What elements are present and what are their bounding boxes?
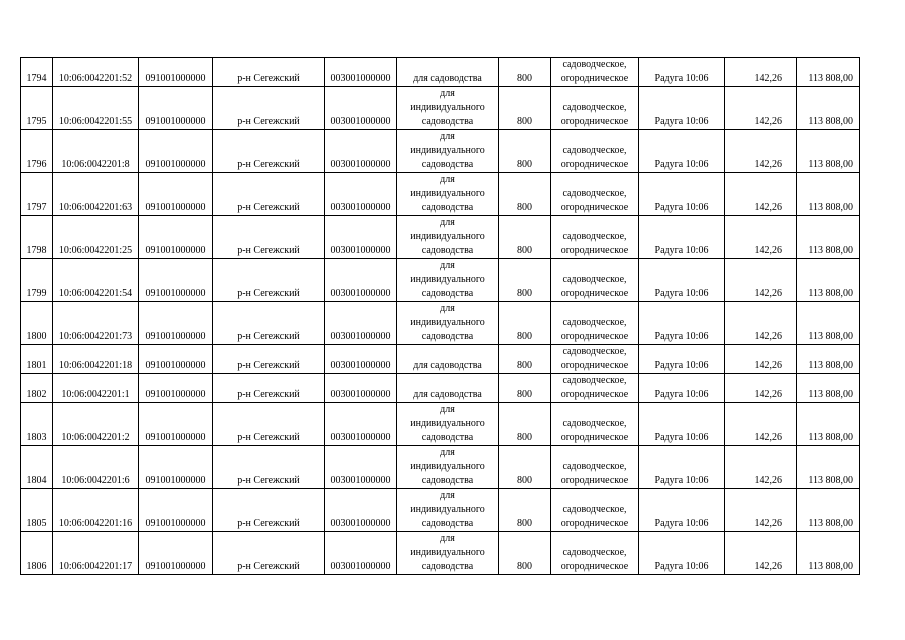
cell-category xyxy=(551,374,639,403)
cell-area-sqm: 800 xyxy=(499,374,551,403)
cell-specific-value: 142,26 xyxy=(725,302,797,345)
cell-category xyxy=(551,259,639,302)
cell-specific-value: 142,26 xyxy=(725,446,797,489)
cell-permitted-use-line: для садоводства xyxy=(413,389,482,400)
cell-district: р-н Сегежский xyxy=(213,173,325,216)
cell-code: 003001000000 xyxy=(325,374,397,403)
cell-code: 003001000000 xyxy=(325,403,397,446)
cell-category-line: огородническое xyxy=(560,331,629,342)
cell-okato-code: 091001000000 xyxy=(139,58,213,87)
cell-category-line: садоводческое, xyxy=(562,317,627,328)
cell-permitted-use-line: для xyxy=(440,174,455,185)
cell-area-sqm: 800 xyxy=(499,446,551,489)
cell-permitted-use-line: для садоводства xyxy=(413,360,482,371)
cell-district: р-н Сегежский xyxy=(213,302,325,345)
cell-permitted-use-line: индивидуального xyxy=(410,102,485,113)
cell-row-number: 1802 xyxy=(21,374,53,403)
table-row xyxy=(21,374,860,403)
cell-category-line: садоводческое, xyxy=(562,547,627,558)
cell-area-sqm: 800 xyxy=(499,532,551,575)
cell-okato-code: 091001000000 xyxy=(139,173,213,216)
cell-category-line: садоводческое, xyxy=(562,346,627,357)
cell-district: р-н Сегежский xyxy=(213,58,325,87)
cell-specific-value: 142,26 xyxy=(725,87,797,130)
cell-district: р-н Сегежский xyxy=(213,130,325,173)
cell-category xyxy=(551,216,639,259)
cell-permitted-use-line: для xyxy=(440,260,455,271)
cell-district: р-н Сегежский xyxy=(213,446,325,489)
cell-specific-value: 142,26 xyxy=(725,532,797,575)
cell-cadastral-value: 113 808,00 xyxy=(797,302,860,345)
cell-area-sqm: 800 xyxy=(499,173,551,216)
cell-cadastral-value: 113 808,00 xyxy=(797,446,860,489)
cell-cadastral-value: 113 808,00 xyxy=(797,374,860,403)
cell-okato-code: 091001000000 xyxy=(139,532,213,575)
cell-cadastral-number: 10:06:0042201:17 xyxy=(53,532,139,575)
cell-permitted-use-line: садоводства xyxy=(421,288,474,299)
cell-category-line: садоводческое, xyxy=(562,188,627,199)
cell-permitted-use xyxy=(397,403,499,446)
table-row xyxy=(21,130,860,173)
cell-permitted-use-line: садоводства xyxy=(421,331,474,342)
cell-category-line: садоводческое, xyxy=(562,145,627,156)
cell-zone: Радуга 10:06 xyxy=(639,259,725,302)
cell-cadastral-number: 10:06:0042201:25 xyxy=(53,216,139,259)
cell-cadastral-number: 10:06:0042201:18 xyxy=(53,345,139,374)
table-row xyxy=(21,345,860,374)
table-row xyxy=(21,173,860,216)
cell-area-sqm: 800 xyxy=(499,87,551,130)
cell-row-number: 1797 xyxy=(21,173,53,216)
cell-permitted-use xyxy=(397,173,499,216)
cell-row-number: 1800 xyxy=(21,302,53,345)
cell-category-line: огородническое xyxy=(560,73,629,84)
cell-district: р-н Сегежский xyxy=(213,345,325,374)
cell-specific-value: 142,26 xyxy=(725,216,797,259)
cell-zone: Радуга 10:06 xyxy=(639,345,725,374)
cell-zone: Радуга 10:06 xyxy=(639,532,725,575)
cell-okato-code: 091001000000 xyxy=(139,302,213,345)
cell-permitted-use-line: для xyxy=(440,131,455,142)
cell-okato-code: 091001000000 xyxy=(139,374,213,403)
cell-okato-code: 091001000000 xyxy=(139,130,213,173)
cell-cadastral-number: 10:06:0042201:52 xyxy=(53,58,139,87)
cell-row-number: 1806 xyxy=(21,532,53,575)
table-row xyxy=(21,302,860,345)
cell-permitted-use-line: садоводства xyxy=(421,475,474,486)
cell-category xyxy=(551,58,639,87)
cell-cadastral-number: 10:06:0042201:6 xyxy=(53,446,139,489)
cell-cadastral-value: 113 808,00 xyxy=(797,489,860,532)
cell-permitted-use-line: индивидуального xyxy=(410,461,485,472)
cell-row-number: 1795 xyxy=(21,87,53,130)
table-row xyxy=(21,58,860,87)
cell-permitted-use xyxy=(397,302,499,345)
cell-category-line: огородническое xyxy=(560,245,629,256)
cell-okato-code: 091001000000 xyxy=(139,87,213,130)
cell-category xyxy=(551,403,639,446)
cell-category-line: огородническое xyxy=(560,288,629,299)
cell-category-line: садоводческое, xyxy=(562,102,627,113)
cell-code: 003001000000 xyxy=(325,173,397,216)
cell-code: 003001000000 xyxy=(325,446,397,489)
cell-zone: Радуга 10:06 xyxy=(639,87,725,130)
cell-permitted-use-line: индивидуального xyxy=(410,504,485,515)
land-plots-table xyxy=(20,57,860,575)
cell-zone: Радуга 10:06 xyxy=(639,130,725,173)
cell-row-number: 1801 xyxy=(21,345,53,374)
cell-code: 003001000000 xyxy=(325,302,397,345)
cell-category-line: огородническое xyxy=(560,432,629,443)
cell-zone: Радуга 10:06 xyxy=(639,446,725,489)
cell-row-number: 1796 xyxy=(21,130,53,173)
cell-cadastral-number: 10:06:0042201:54 xyxy=(53,259,139,302)
cell-permitted-use-line: индивидуального xyxy=(410,317,485,328)
table-row xyxy=(21,446,860,489)
cell-district: р-н Сегежский xyxy=(213,87,325,130)
cell-permitted-use-line: садоводства xyxy=(421,116,474,127)
cell-specific-value: 142,26 xyxy=(725,403,797,446)
cell-code: 003001000000 xyxy=(325,130,397,173)
cell-category-line: садоводческое, xyxy=(562,461,627,472)
cell-category xyxy=(551,87,639,130)
table-row xyxy=(21,216,860,259)
cell-permitted-use-line: для xyxy=(440,217,455,228)
cell-row-number: 1798 xyxy=(21,216,53,259)
cell-code: 003001000000 xyxy=(325,216,397,259)
cell-area-sqm: 800 xyxy=(499,58,551,87)
cell-area-sqm: 800 xyxy=(499,216,551,259)
cell-permitted-use-line: садоводства xyxy=(421,518,474,529)
cell-cadastral-value: 113 808,00 xyxy=(797,58,860,87)
cell-category-line: огородническое xyxy=(560,202,629,213)
table-row xyxy=(21,532,860,575)
cell-area-sqm: 800 xyxy=(499,489,551,532)
cell-okato-code: 091001000000 xyxy=(139,403,213,446)
cell-permitted-use-line: индивидуального xyxy=(410,231,485,242)
cell-specific-value: 142,26 xyxy=(725,345,797,374)
cell-district: р-н Сегежский xyxy=(213,403,325,446)
cell-permitted-use xyxy=(397,345,499,374)
cell-zone: Радуга 10:06 xyxy=(639,216,725,259)
cell-permitted-use-line: индивидуального xyxy=(410,188,485,199)
cell-category-line: садоводческое, xyxy=(562,274,627,285)
cell-cadastral-value: 113 808,00 xyxy=(797,345,860,374)
cell-code: 003001000000 xyxy=(325,532,397,575)
table-row xyxy=(21,403,860,446)
cell-permitted-use-line: индивидуального xyxy=(410,274,485,285)
cell-cadastral-number: 10:06:0042201:8 xyxy=(53,130,139,173)
cell-cadastral-value: 113 808,00 xyxy=(797,130,860,173)
cell-permitted-use-line: для xyxy=(440,447,455,458)
cell-permitted-use-line: садоводства xyxy=(421,432,474,443)
cell-permitted-use-line: садоводства xyxy=(421,159,474,170)
cell-code: 003001000000 xyxy=(325,345,397,374)
cell-permitted-use-line: для xyxy=(440,490,455,501)
cell-permitted-use-line: для садоводства xyxy=(413,73,482,84)
cell-row-number: 1805 xyxy=(21,489,53,532)
cell-permitted-use-line: индивидуального xyxy=(410,145,485,156)
cell-permitted-use xyxy=(397,489,499,532)
cell-category xyxy=(551,173,639,216)
cell-category-line: огородническое xyxy=(560,561,629,572)
cell-permitted-use-line: садоводства xyxy=(421,202,474,213)
cell-zone: Радуга 10:06 xyxy=(639,489,725,532)
cell-permitted-use xyxy=(397,58,499,87)
cell-category-line: огородническое xyxy=(560,389,629,400)
cell-specific-value: 142,26 xyxy=(725,489,797,532)
cell-permitted-use-line: для xyxy=(440,303,455,314)
cell-area-sqm: 800 xyxy=(499,130,551,173)
cell-zone: Радуга 10:06 xyxy=(639,58,725,87)
cell-okato-code: 091001000000 xyxy=(139,446,213,489)
cell-specific-value: 142,26 xyxy=(725,58,797,87)
cell-category xyxy=(551,446,639,489)
cell-cadastral-value: 113 808,00 xyxy=(797,259,860,302)
cell-code: 003001000000 xyxy=(325,489,397,532)
cell-category-line: огородническое xyxy=(560,116,629,127)
cell-permitted-use-line: садоводства xyxy=(421,245,474,256)
cell-code: 003001000000 xyxy=(325,259,397,302)
cell-area-sqm: 800 xyxy=(499,259,551,302)
cell-permitted-use-line: для xyxy=(440,88,455,99)
cell-cadastral-number: 10:06:0042201:16 xyxy=(53,489,139,532)
cell-category xyxy=(551,130,639,173)
cell-category xyxy=(551,532,639,575)
cell-cadastral-number: 10:06:0042201:55 xyxy=(53,87,139,130)
cell-permitted-use-line: для xyxy=(440,404,455,415)
cell-okato-code: 091001000000 xyxy=(139,216,213,259)
cell-category-line: огородническое xyxy=(560,475,629,486)
cell-cadastral-number: 10:06:0042201:2 xyxy=(53,403,139,446)
cell-row-number: 1799 xyxy=(21,259,53,302)
cell-category-line: садоводческое, xyxy=(562,59,627,70)
table-row xyxy=(21,259,860,302)
cell-permitted-use xyxy=(397,87,499,130)
cell-category xyxy=(551,345,639,374)
cell-specific-value: 142,26 xyxy=(725,173,797,216)
cell-category-line: садоводческое, xyxy=(562,418,627,429)
cell-district: р-н Сегежский xyxy=(213,216,325,259)
cell-permitted-use-line: индивидуального xyxy=(410,547,485,558)
cell-specific-value: 142,26 xyxy=(725,130,797,173)
cell-district: р-н Сегежский xyxy=(213,259,325,302)
cell-permitted-use-line: индивидуального xyxy=(410,418,485,429)
cell-category xyxy=(551,302,639,345)
cell-row-number: 1803 xyxy=(21,403,53,446)
cell-cadastral-value: 113 808,00 xyxy=(797,403,860,446)
table-row xyxy=(21,87,860,130)
cell-area-sqm: 800 xyxy=(499,345,551,374)
cell-category-line: садоводческое, xyxy=(562,231,627,242)
cell-permitted-use xyxy=(397,446,499,489)
cell-zone: Радуга 10:06 xyxy=(639,302,725,345)
cell-permitted-use-line: для xyxy=(440,533,455,544)
cell-row-number: 1794 xyxy=(21,58,53,87)
cell-code: 003001000000 xyxy=(325,58,397,87)
cell-permitted-use xyxy=(397,130,499,173)
cell-category-line: огородническое xyxy=(560,518,629,529)
cell-category xyxy=(551,489,639,532)
cell-permitted-use xyxy=(397,374,499,403)
cell-permitted-use xyxy=(397,216,499,259)
cell-okato-code: 091001000000 xyxy=(139,259,213,302)
cell-permitted-use-line: садоводства xyxy=(421,561,474,572)
cell-cadastral-number: 10:06:0042201:73 xyxy=(53,302,139,345)
cell-district: р-н Сегежский xyxy=(213,489,325,532)
cell-row-number: 1804 xyxy=(21,446,53,489)
cell-cadastral-value: 113 808,00 xyxy=(797,216,860,259)
cell-specific-value: 142,26 xyxy=(725,374,797,403)
cell-area-sqm: 800 xyxy=(499,403,551,446)
cell-cadastral-value: 113 808,00 xyxy=(797,173,860,216)
cell-okato-code: 091001000000 xyxy=(139,345,213,374)
table-body xyxy=(21,58,860,575)
cell-district: р-н Сегежский xyxy=(213,532,325,575)
cell-cadastral-number: 10:06:0042201:63 xyxy=(53,173,139,216)
cell-area-sqm: 800 xyxy=(499,302,551,345)
cell-permitted-use xyxy=(397,532,499,575)
cell-cadastral-value: 113 808,00 xyxy=(797,532,860,575)
cell-specific-value: 142,26 xyxy=(725,259,797,302)
cell-category-line: огородническое xyxy=(560,159,629,170)
cell-okato-code: 091001000000 xyxy=(139,489,213,532)
cell-district: р-н Сегежский xyxy=(213,374,325,403)
cell-permitted-use xyxy=(397,259,499,302)
cell-category-line: садоводческое, xyxy=(562,375,627,386)
cell-cadastral-number: 10:06:0042201:1 xyxy=(53,374,139,403)
cell-category-line: садоводческое, xyxy=(562,504,627,515)
cell-zone: Радуга 10:06 xyxy=(639,403,725,446)
cell-code: 003001000000 xyxy=(325,87,397,130)
cell-zone: Радуга 10:06 xyxy=(639,374,725,403)
cell-category-line: огородническое xyxy=(560,360,629,371)
cell-zone: Радуга 10:06 xyxy=(639,173,725,216)
cell-cadastral-value: 113 808,00 xyxy=(797,87,860,130)
table-row xyxy=(21,489,860,532)
